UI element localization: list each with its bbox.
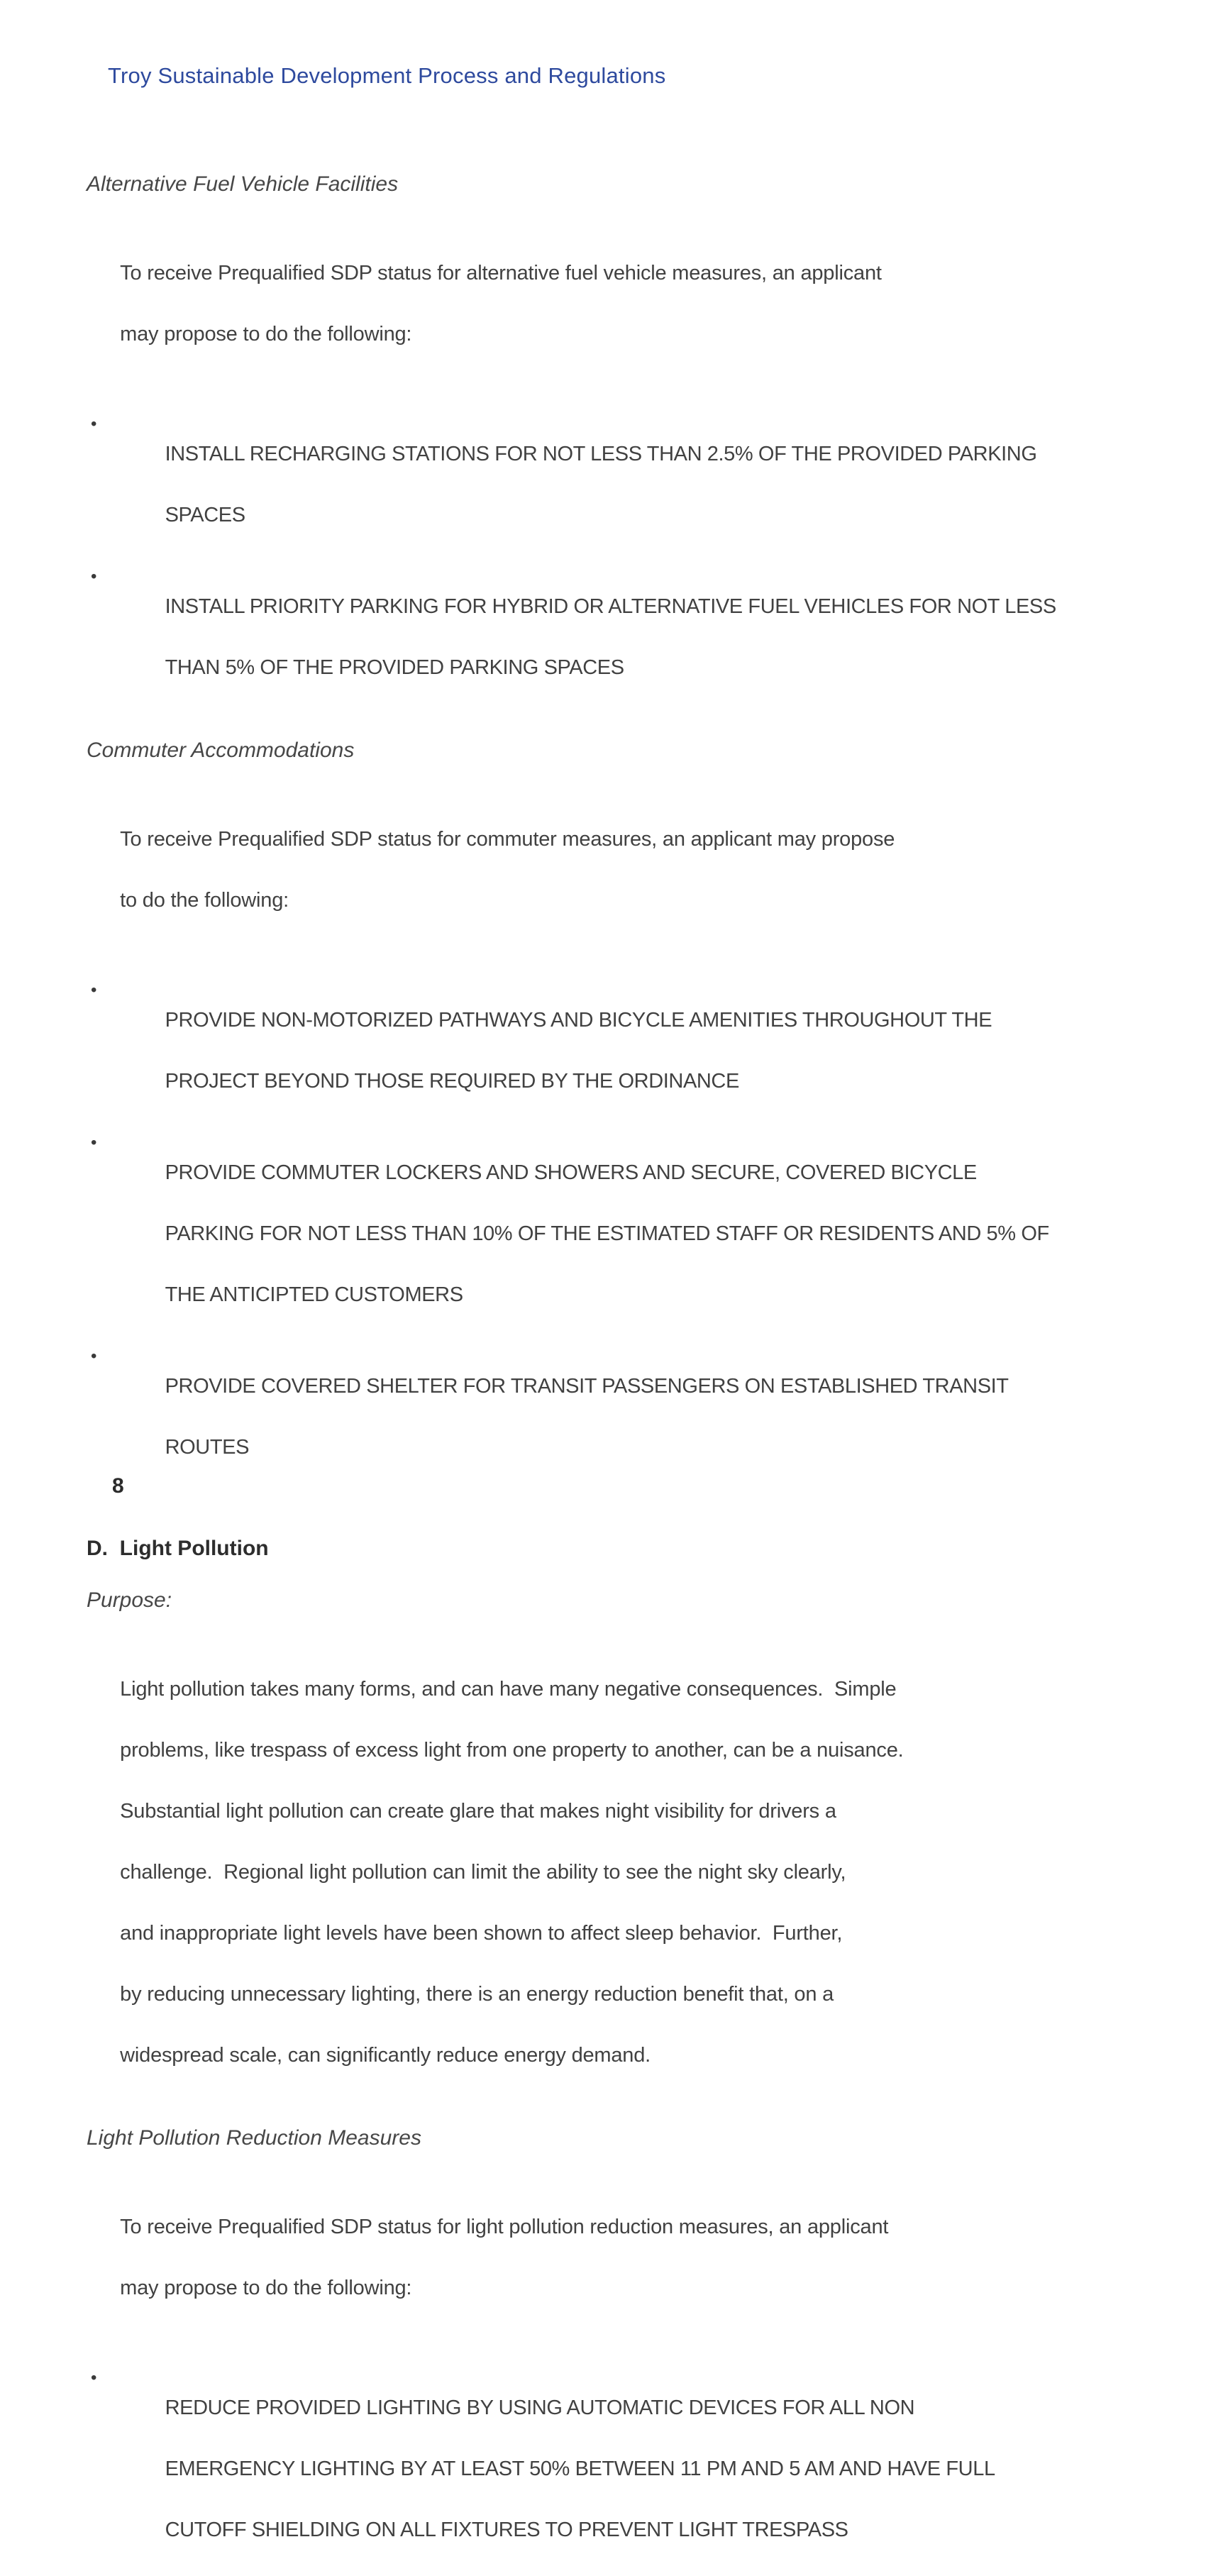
text-line: ROUTES (165, 1436, 250, 1459)
paragraph-light-pollution-intro (87, 2182, 1115, 2334)
text-line: may propose to do the following: (120, 2277, 412, 2299)
bullet-icon: • (91, 1347, 97, 1366)
list-item (87, 1341, 1115, 1493)
list-item-text (111, 1341, 1115, 1493)
bullet-list-alt-fuel (87, 409, 1115, 714)
list-item-text (111, 975, 1115, 1127)
text-line: PROJECT BEYOND THOSE REQUIRED BY THE ORDINANCE (165, 1070, 739, 1093)
paragraph-light-pollution-purpose (87, 1644, 1115, 2101)
list-item (87, 975, 1115, 1127)
list-item-text (111, 409, 1115, 561)
bullet-icon: • (91, 980, 97, 1000)
list-item (87, 409, 1115, 561)
text-line: To receive Prequalified SDP status for alternative fuel vehicle measures, an applicant (120, 262, 882, 284)
text-line: challenge. Regional light pollution can limit the ability to see the night sky clearly, (120, 1861, 846, 1884)
list-item-text (111, 2362, 1115, 2576)
text-line: To receive Prequalified SDP status for light pollution reduction measures, an applicant (120, 2216, 889, 2238)
list-item-text (111, 561, 1115, 714)
text-line: PROVIDE COVERED SHELTER FOR TRANSIT PASSENGERS ON ESTABLISHED TRANSIT (165, 1375, 1009, 1398)
document-body (87, 169, 1115, 2576)
bullet-list-light-pollution (87, 2362, 1115, 2576)
list-item (87, 561, 1115, 714)
text-line: Substantial light pollution can create glare that makes night visibility for drivers a (120, 1800, 836, 1823)
text-line: To receive Prequalified SDP status for commuter measures, an applicant may propose (120, 828, 895, 851)
bullet-icon: • (91, 414, 97, 433)
list-item (87, 2362, 1115, 2576)
section-heading-commuter-accommodations: Commuter Accommodations (87, 739, 355, 762)
section-heading-light-pollution-reduction-measures: Light Pollution Reduction Measures (87, 2126, 421, 2150)
section-heading-purpose: Purpose: (87, 1588, 172, 1612)
bullet-icon: • (91, 567, 97, 586)
section-heading-alternative-fuel-vehicle-facilities: Alternative Fuel Vehicle Facilities (87, 172, 399, 196)
bullet-list-commuter (87, 975, 1115, 1493)
text-line: EMERGENCY LIGHTING BY AT LEAST 50% BETWEEN 11 PM AND 5 AM AND HAVE FULL (165, 2458, 995, 2480)
paragraph-commuter-intro (87, 794, 1115, 946)
text-line: Light pollution takes many forms, and can have many negative consequences. Simple (120, 1678, 897, 1701)
text-line: INSTALL RECHARGING STATIONS FOR NOT LESS THAN 2.5% OF THE PROVIDED PARKING (165, 443, 1037, 465)
text-line: REDUCE PROVIDED LIGHTING BY USING AUTOMATIC DEVICES FOR ALL NON (165, 2397, 915, 2419)
text-line: by reducing unnecessary lighting, there is an energy reduction benefit that, on a (120, 1983, 834, 2006)
text-line: to do the following: (120, 889, 289, 912)
text-line: and inappropriate light levels have been shown to affect sleep behavior. Further, (120, 1922, 843, 1945)
section-heading-light-pollution: D. Light Pollution (87, 1537, 269, 1560)
list-item (87, 1127, 1115, 1341)
text-line: PROVIDE NON-MOTORIZED PATHWAYS AND BICYCLE AMENITIES THROUGHOUT THE (165, 1009, 992, 1032)
paragraph-alt-fuel-intro (87, 228, 1115, 380)
text-line: PARKING FOR NOT LESS THAN 10% OF THE ESTIMATED STAFF OR RESIDENTS AND 5% OF (165, 1222, 1049, 1245)
text-line: problems, like trespass of excess light from one property to another, can be a nuisance. (120, 1739, 904, 1762)
page-number: 8 (112, 1474, 124, 1498)
text-line: CUTOFF SHIELDING ON ALL FIXTURES TO PREVENT LIGHT TRESPASS (165, 2519, 848, 2541)
text-line: THE ANTICIPTED CUSTOMERS (165, 1283, 463, 1306)
bullet-icon: • (91, 1133, 97, 1152)
text-line: may propose to do the following: (120, 323, 412, 346)
text-line: THAN 5% OF THE PROVIDED PARKING SPACES (165, 656, 624, 679)
text-line: widespread scale, can significantly reduce energy demand. (120, 2044, 651, 2067)
page-header-title: Troy Sustainable Development Process and Regulations (108, 63, 666, 88)
list-item-text (111, 1127, 1115, 1341)
bullet-icon: • (91, 2368, 97, 2387)
text-line: SPACES (165, 504, 245, 526)
text-line: PROVIDE COMMUTER LOCKERS AND SHOWERS AND SECURE, COVERED BICYCLE (165, 1161, 977, 1184)
text-line: INSTALL PRIORITY PARKING FOR HYBRID OR ALTERNATIVE FUEL VEHICLES FOR NOT LESS (165, 595, 1056, 618)
